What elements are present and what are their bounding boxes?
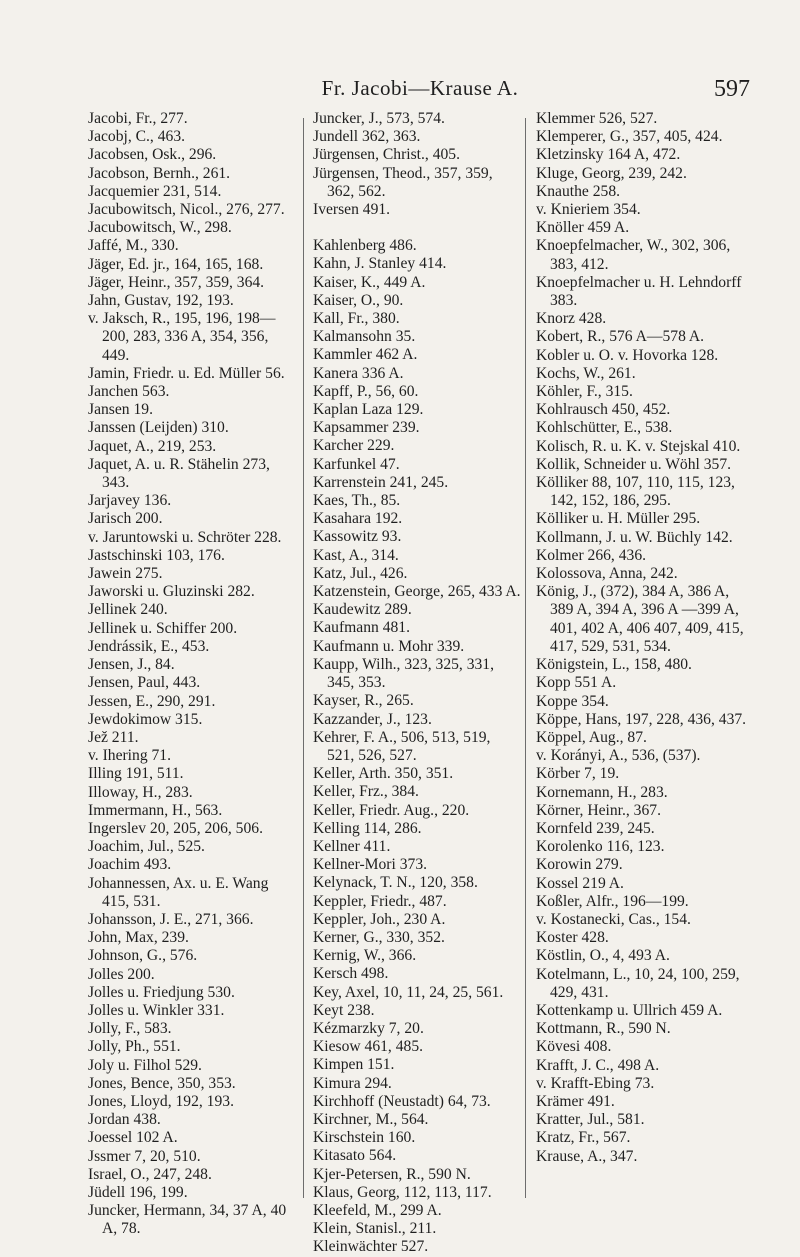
index-entry: Kahlenberg 486. <box>313 237 417 255</box>
index-entry: Kohlschütter, E., 538. <box>536 419 673 437</box>
index-entry: Krafft, J. C., 498 A. <box>536 1056 660 1074</box>
index-entry: Kernig, W., 366. <box>313 947 417 965</box>
index-entry: Kaplan Laza 129. <box>313 401 424 419</box>
index-entry: Joachim 493. <box>88 856 172 874</box>
index-entry: Jarisch 200. <box>88 510 163 528</box>
column-spacer <box>313 219 521 237</box>
index-entry: Jamin, Friedr. u. Ed. Müller 56. <box>88 364 285 382</box>
index-entry: Kaufmann 481. <box>313 619 411 637</box>
index-column-3 <box>536 110 748 1166</box>
index-entry: Kapsammer 239. <box>313 419 420 437</box>
index-entry: Köstlin, O., 4, 493 A. <box>536 947 670 965</box>
index-entry: Illoway, H., 283. <box>88 783 193 801</box>
index-entry: Jež 211. <box>88 728 139 746</box>
index-entry: Kotelmann, L., 10, 24, 100, 259, 429, 431. <box>536 965 740 1001</box>
index-entry: Klemperer, G., 357, 405, 424. <box>536 128 723 146</box>
index-entry: Katzenstein, George, 265, 433 A. <box>313 583 521 601</box>
index-entry: Kobler u. O. v. Hovorka 128. <box>536 346 719 364</box>
index-entry: Jastschinski 103, 176. <box>88 546 225 564</box>
index-entry: Kanera 336 A. <box>313 364 404 382</box>
index-entry: Janssen (Leijden) 310. <box>88 419 229 437</box>
index-entry: Kayser, R., 265. <box>313 692 414 710</box>
index-entry: Köppel, Aug., 87. <box>536 728 647 746</box>
index-entry: Jellinek u. Schiffer 200. <box>88 619 238 637</box>
index-entry: Kazzander, J., 123. <box>313 710 432 728</box>
index-entry: Jones, Bence, 350, 353. <box>88 1074 236 1092</box>
index-entry: Jssmer 7, 20, 510. <box>88 1147 201 1165</box>
index-entry: Juncker, Hermann, 34, 37 A, 40 A, 78. <box>88 1202 287 1238</box>
index-entry: Kottmann, R., 590 N. <box>536 1020 671 1038</box>
index-entry: Kollik, Schneider u. Wöhl 357. <box>536 455 732 473</box>
index-entry: Kleefeld, M., 299 A. <box>313 1201 442 1219</box>
index-entry: Kornfeld 239, 245. <box>536 819 655 837</box>
index-entry: Körber 7, 19. <box>536 765 620 783</box>
index-entry: Jellinek 240. <box>88 601 168 619</box>
index-entry: Kölliker 88, 107, 110, 115, 123, 142, 152, 186, 295. <box>536 474 735 510</box>
index-entry: Kitasato 564. <box>313 1147 397 1165</box>
index-entry: Jahn, Gustav, 192, 193. <box>88 292 234 310</box>
index-entry: Keller, Arth. 350, 351. <box>313 765 454 783</box>
index-entry: Kletzinsky 164 A, 472. <box>536 146 681 164</box>
page-header <box>0 76 800 106</box>
index-entry: John, Max, 239. <box>88 929 189 947</box>
index-entry: Keller, Frz., 384. <box>313 783 419 801</box>
index-entry: Karcher 229. <box>313 437 395 455</box>
index-entry: Johannessen, Ax. u. E. Wang 415, 531. <box>88 874 269 910</box>
index-entry: Kellner-Mori 373. <box>313 856 428 874</box>
index-entry: Knöller 459 A. <box>536 219 630 237</box>
index-entry: Jewdokimow 315. <box>88 710 203 728</box>
index-entry: v. Korányi, A., 536, (537). <box>536 747 701 765</box>
index-entry: Jaquet, A., 219, 253. <box>88 437 217 455</box>
index-entry: König, J., (372), 384 A, 386 A, 389 A, 394 A, 396 A —399 A, 401, 402 A, 406 407, 409, 415, 417, 529, 531, 534. <box>536 583 744 655</box>
index-entry: Kimura 294. <box>313 1074 392 1092</box>
index-entry: Kirchner, M., 564. <box>313 1110 429 1128</box>
index-entry: Korowin 279. <box>536 856 623 874</box>
index-entry: Kaudewitz 289. <box>313 601 412 619</box>
index-entry: Key, Axel, 10, 11, 24, 25, 561. <box>313 983 504 1001</box>
index-entry: Kobert, R., 576 A—578 A. <box>536 328 705 346</box>
index-entry: Jacobson, Bernh., 261. <box>88 164 231 182</box>
index-entry: v. Jaruntowski u. Schröter 228. <box>88 528 282 546</box>
index-entry: Knauthe 258. <box>536 182 621 200</box>
index-entry: Jolles 200. <box>88 965 155 983</box>
index-entry: Illing 191, 511. <box>88 765 184 783</box>
index-entry: Jundell 362, 363. <box>313 128 421 146</box>
index-column-1 <box>88 110 298 1239</box>
index-entry: Jäger, Ed. jr., 164, 165, 168. <box>88 255 264 273</box>
index-entry: Katz, Jul., 426. <box>313 564 408 582</box>
index-entry: Kersch 498. <box>313 965 389 983</box>
index-entry: Krämer 491. <box>536 1092 615 1110</box>
index-entry: Koppe 354. <box>536 692 609 710</box>
index-entry: Koster 428. <box>536 929 609 947</box>
index-entry: Kiesow 461, 485. <box>313 1038 424 1056</box>
index-entry: Körner, Heinr., 367. <box>536 801 661 819</box>
index-entry: Ingerslev 20, 205, 206, 506. <box>88 819 263 837</box>
index-entry: Kollmann, J. u. W. Büchly 142. <box>536 528 733 546</box>
index-entry: Kapff, P., 56, 60. <box>313 382 419 400</box>
index-entry: Joly u. Filhol 529. <box>88 1056 202 1074</box>
index-entry: Jendrássik, E., 453. <box>88 637 210 655</box>
column-divider <box>525 118 526 1198</box>
index-entry: Kolisch, R. u. K. v. Stejskal 410. <box>536 437 741 455</box>
index-entry: Jüdell 196, 199. <box>88 1183 188 1201</box>
index-entry: Köppe, Hans, 197, 228, 436, 437. <box>536 710 747 728</box>
index-entry: Kellner 411. <box>313 837 391 855</box>
index-entry: Jürgensen, Theod., 357, 359, 362, 562. <box>313 164 493 200</box>
index-entry: Klemmer 526, 527. <box>536 110 658 127</box>
index-entry: Iversen 491. <box>313 201 391 219</box>
index-entry: Jäger, Heinr., 357, 359, 364. <box>88 273 265 291</box>
index-entry: Jaquet, A. u. R. Stähelin 273, 343. <box>88 455 270 492</box>
index-entry: Kammler 462 A. <box>313 346 418 364</box>
index-entry: Jarjavey 136. <box>88 492 172 510</box>
index-entry: Kalmansohn 35. <box>313 328 416 346</box>
index-entry: Kaiser, K., 449 A. <box>313 273 426 291</box>
index-entry: Knorz 428. <box>536 310 607 328</box>
index-entry: v. Krafft-Ebing 73. <box>536 1074 655 1092</box>
index-entry: Jacubowitsch, Nicol., 276, 277. <box>88 201 285 219</box>
index-entry: Koßler, Alfr., 196—199. <box>536 892 689 910</box>
index-entry: Kézmarzky 7, 20. <box>313 1019 424 1037</box>
index-entry: Johansson, J. E., 271, 366. <box>88 910 254 928</box>
index-entry: Jawein 275. <box>88 565 163 583</box>
index-entry: Juncker, J., 573, 574. <box>313 110 445 127</box>
index-entry: Keppler, Joh., 230 A. <box>313 910 446 928</box>
index-entry: Kelynack, T. N., 120, 358. <box>313 874 478 892</box>
index-entry: Karfunkel 47. <box>313 455 400 473</box>
index-entry: Kossel 219 A. <box>536 874 624 892</box>
index-entry: Kratz, Fr., 567. <box>536 1129 631 1147</box>
index-entry: Janchen 563. <box>88 383 170 401</box>
index-entry: Jolles u. Winkler 331. <box>88 1001 225 1019</box>
index-entry: Johnson, G., 576. <box>88 947 198 965</box>
index-entry: Jacubowitsch, W., 298. <box>88 219 232 237</box>
index-entry: Jessen, E., 290, 291. <box>88 692 216 710</box>
index-entry: Königstein, L., 158, 480. <box>536 656 692 674</box>
index-entry: Kolossova, Anna, 242. <box>536 565 678 583</box>
index-entry: Kolmer 266, 436. <box>536 546 647 564</box>
index-entry: Jacobi, Fr., 277. <box>88 110 188 127</box>
index-entry: Kasahara 192. <box>313 510 403 528</box>
index-entry: Kall, Fr., 380. <box>313 310 400 328</box>
index-entry: v. Knieriem 354. <box>536 201 641 219</box>
index-entry: Kaes, Th., 85. <box>313 492 401 510</box>
index-entry: Kohlrausch 450, 452. <box>536 401 671 419</box>
index-entry: Jensen, Paul, 443. <box>88 674 201 692</box>
index-entry: Jaffé, M., 330. <box>88 237 179 255</box>
index-entry: Jensen, J., 84. <box>88 656 175 674</box>
page-number: 597 <box>714 76 750 102</box>
index-entry: Kerner, G., 330, 352. <box>313 928 445 946</box>
index-entry: Joachim, Jul., 525. <box>88 838 205 856</box>
index-entry: Knoepfelmacher u. H. Lehndorff 383. <box>536 273 742 310</box>
index-entry: Jansen 19. <box>88 401 153 419</box>
index-entry: Israel, O., 247, 248. <box>88 1165 212 1183</box>
index-entry: Kelling 114, 286. <box>313 819 422 837</box>
index-entry: Knoepfelmacher, W., 302, 306, 383, 412. <box>536 237 731 273</box>
index-entry: Jolly, Ph., 551. <box>88 1038 181 1056</box>
index-entry: Kochs, W., 261. <box>536 364 636 382</box>
index-entry: Kleinwächter 527. <box>313 1238 429 1256</box>
index-entry: Krause, A., 347. <box>536 1147 638 1165</box>
index-entry: Kölliker u. H. Müller 295. <box>536 510 701 528</box>
index-entry: Jacquemier 231, 514. <box>88 182 222 200</box>
index-entry: v. Kostanecki, Cas., 154. <box>536 910 691 928</box>
index-entry: Kehrer, F. A., 506, 513, 519, 521, 526, 527. <box>313 728 491 764</box>
index-entry: Kluge, Georg, 239, 242. <box>536 164 687 182</box>
index-entry: Kast, A., 314. <box>313 546 399 564</box>
index-entry: Jones, Lloyd, 192, 193. <box>88 1092 234 1110</box>
index-entry: Karrenstein 241, 245. <box>313 473 449 491</box>
index-column-2 <box>313 110 521 1257</box>
running-title: Fr. Jacobi—Krause A. <box>321 76 519 100</box>
index-entry: Kottenkamp u. Ullrich 459 A. <box>536 1001 723 1019</box>
index-entry: Kaufmann u. Mohr 339. <box>313 637 465 655</box>
index-entry: Kaupp, Wilh., 323, 325, 331, 345, 353. <box>313 655 495 692</box>
index-entry: Kövesi 408. <box>536 1038 612 1056</box>
index-entry: Kirchhoff (Neustadt) 64, 73. <box>313 1092 491 1110</box>
index-entry: Korolenko 116, 123. <box>536 838 665 856</box>
index-entry: Jolly, F., 583. <box>88 1020 172 1038</box>
index-entry: Klaus, Georg, 112, 113, 117. <box>313 1183 492 1201</box>
index-entry: Kjer-Petersen, R., 590 N. <box>313 1165 471 1183</box>
index-entry: Jürgensen, Christ., 405. <box>313 146 460 164</box>
index-entry: Jolles u. Friedjung 530. <box>88 983 235 1001</box>
index-entry: Kirschstein 160. <box>313 1129 416 1147</box>
index-entry: Kratter, Jul., 581. <box>536 1111 645 1129</box>
index-entry: Kassowitz 93. <box>313 528 402 546</box>
index-entry: Jordan 438. <box>88 1111 161 1129</box>
index-entry: Keller, Friedr. Aug., 220. <box>313 801 470 819</box>
index-entry: Kopp 551 A. <box>536 674 617 692</box>
index-entry: v. Jaksch, R., 195, 196, 198—200, 283, 336 A, 354, 356, 449. <box>88 310 276 364</box>
column-divider <box>303 118 304 1198</box>
index-entry: Immermann, H., 563. <box>88 801 223 819</box>
index-entry: Keppler, Friedr., 487. <box>313 892 447 910</box>
index-entry: v. Ihering 71. <box>88 747 172 765</box>
index-entry: Köhler, F., 315. <box>536 383 633 401</box>
index-entry: Kimpen 151. <box>313 1056 395 1074</box>
index-entry: Jaworski u. Gluzinski 282. <box>88 583 255 601</box>
index-entry: Kahn, J. Stanley 414. <box>313 255 447 273</box>
index-entry: Klein, Stanisl., 211. <box>313 1220 437 1238</box>
index-entry: Joessel 102 A. <box>88 1129 178 1147</box>
index-entry: Jacobj, C., 463. <box>88 128 186 146</box>
index-entry: Kornemann, H., 283. <box>536 783 668 801</box>
index-entry: Keyt 238. <box>313 1001 375 1019</box>
index-entry: Jacobsen, Osk., 296. <box>88 146 217 164</box>
index-entry: Kaiser, O., 90. <box>313 291 404 309</box>
